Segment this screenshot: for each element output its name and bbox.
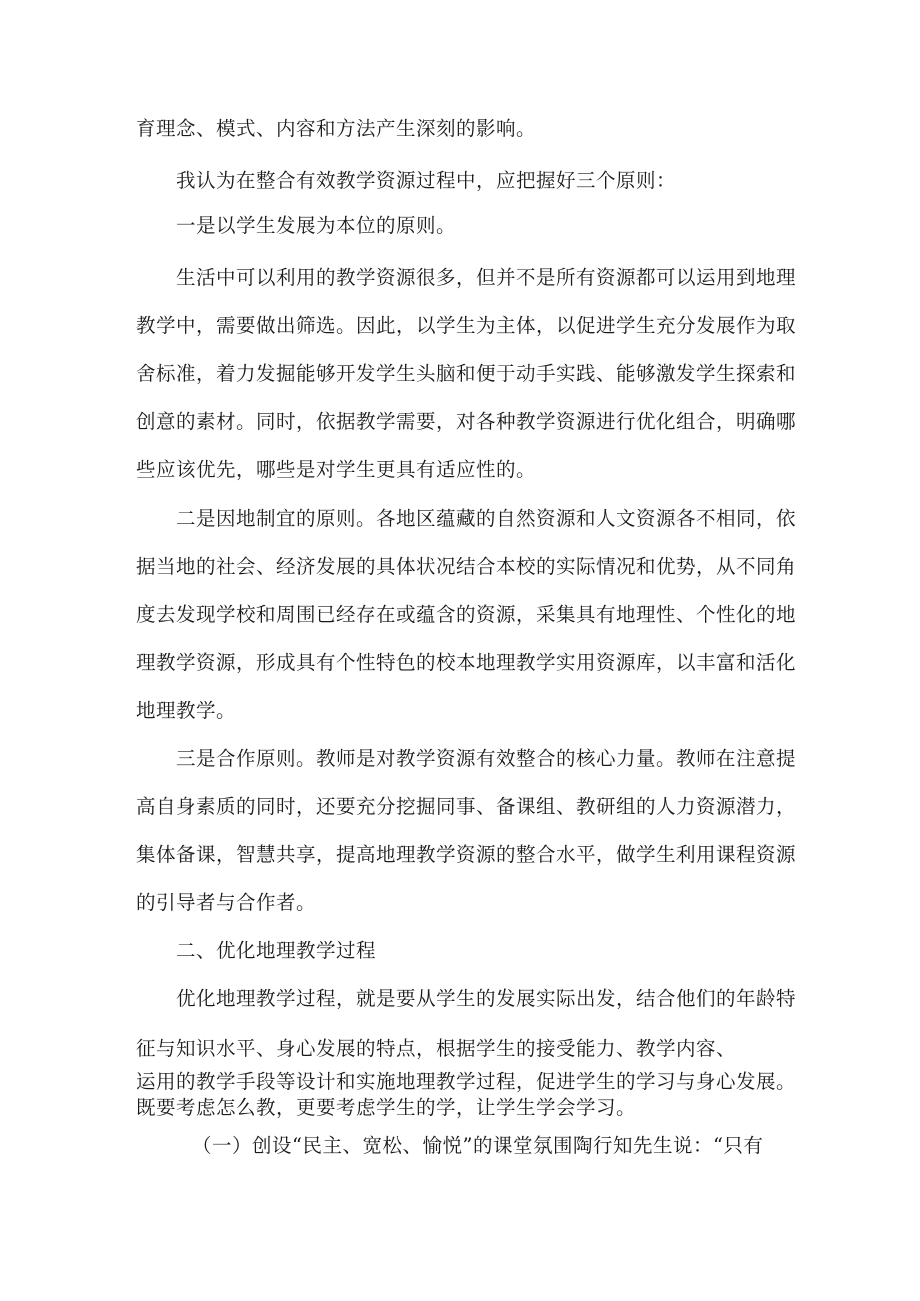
paragraph-line: 三是合作原则。教师是对教学资源有效整合的核心力量。教师在注意提 — [176, 747, 797, 770]
paragraph-line: 理教学资源，形成具有个性特色的校本地理教学实用资源库，以丰富和活化 — [136, 651, 797, 674]
paragraph-line: 度去发现学校和周围已经存在或蕴含的资源，采集具有地理性、个性化的地 — [136, 603, 797, 626]
paragraph-line: 的引导者与合作者。 — [136, 891, 317, 914]
paragraph-line: 一是以学生发展为本位的原则。 — [176, 214, 457, 237]
paragraph-line: 地理教学。 — [136, 699, 237, 722]
paragraph-line: 生活中可以利用的教学资源很多，但并不是所有资源都可以运用到地理 — [176, 266, 797, 289]
paragraph-line: 舍标准，着力发掘能够开发学生头脑和便于动手实践、能够激发学生探索和 — [136, 362, 797, 385]
paragraph-line: 些应该优先，哪些是对学生更具有适应性的。 — [136, 458, 537, 481]
paragraph-line: 二是因地制宜的原则。各地区蕴藏的自然资源和人文资源各不相同，依 — [176, 507, 797, 530]
paragraph-line: 教学中，需要做出筛选。因此，以学生为主体，以促进学生充分发展作为取 — [136, 314, 797, 337]
paragraph-line: 优化地理教学过程，就是要从学生的发展实际出发，结合他们的年龄特 — [176, 987, 797, 1010]
paragraph-line: 创意的素材。同时，依据教学需要，对各种教学资源进行优化组合，明确哪 — [136, 410, 797, 433]
paragraph-line: 我认为在整合有效教学资源过程中，应把握好三个原则： — [176, 169, 677, 192]
subsection-heading-line: （一）创设“民主、宽松、愉悦”的课堂氛围陶行知先生说：“只有 — [192, 1134, 764, 1157]
paragraph-line: 集体备课，智慧共享，提高地理教学资源的整合水平，做学生利用课程资源 — [136, 843, 797, 866]
paragraph-line: 育理念、模式、内容和方法产生深刻的影响。 — [136, 117, 537, 140]
section-heading: 二、优化地理教学过程 — [176, 939, 377, 962]
paragraph-line: 征与知识水平、身心发展的特点，根据学生的接受能力、教学内容、 — [136, 1037, 737, 1060]
paragraph-line: 既要考虑怎么教，更要考虑学生的学，让学生学会学习。 — [136, 1096, 637, 1119]
paragraph-line: 高自身素质的同时，还要充分挖掘同事、备课组、教研组的人力资源潜力， — [136, 795, 797, 818]
paragraph-line: 据当地的社会、经济发展的具体状况结合本校的实际情况和优势，从不同角 — [136, 555, 797, 578]
paragraph-line: 运用的教学手段等设计和实施地理教学过程，促进学生的学习与身心发展。 — [136, 1070, 797, 1093]
